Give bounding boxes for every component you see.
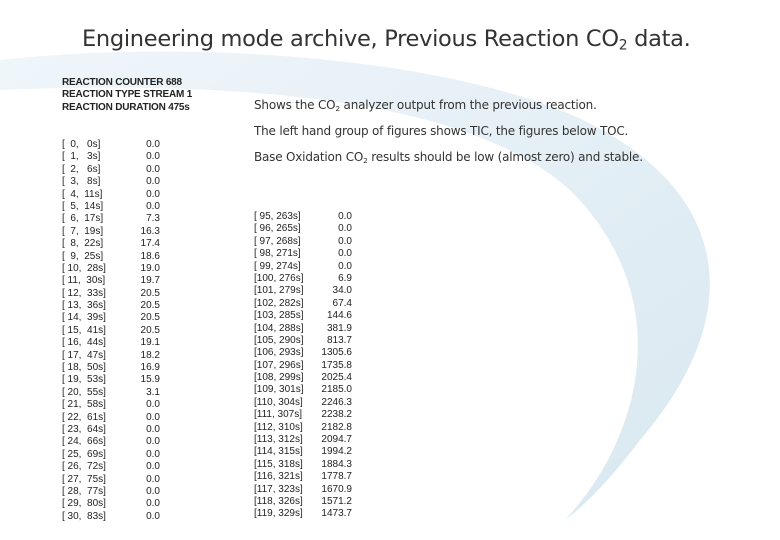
tic-time-label: [ 12, 33s] [62,287,106,299]
tic-row [62,424,160,436]
toc-time-label: [102, 282s] [254,297,304,309]
tic-time-label: [ 1, 3s] [62,151,101,163]
toc-time-label: [ 96, 265s] [254,223,301,235]
tic-row [62,164,160,176]
tic-time-label: [ 26, 72s] [62,461,106,473]
tic-row [62,300,160,312]
toc-value: 0.0 [338,248,352,260]
toc-row [254,508,352,520]
tic-row [62,461,160,473]
toc-row [254,459,352,471]
toc-value: 2246.3 [321,396,352,408]
toc-value: 2185.0 [321,384,352,396]
tic-value: 0.0 [146,200,160,212]
tic-value: 0.0 [146,473,160,485]
toc-row [254,273,352,285]
tic-time-label: [ 11, 30s] [62,275,106,287]
tic-value: 20.5 [140,287,160,299]
tic-value: 0.0 [146,436,160,448]
toc-data-table [254,211,352,521]
tic-value: 7.3 [146,213,160,225]
reaction-header [62,77,192,114]
tic-value: 0.0 [146,163,160,175]
toc-time-label: [100, 276s] [254,272,304,284]
tic-time-label: [ 21, 58s] [62,399,106,411]
toc-time-label: [115, 318s] [254,458,303,470]
tic-value: 0.0 [146,461,160,473]
tic-value: 16.9 [140,362,160,374]
toc-time-label: [111, 307s] [254,409,302,421]
tic-value: 19.0 [140,262,160,274]
tic-row [62,226,160,238]
toc-row [254,248,352,260]
tic-row [62,312,160,324]
tic-time-label: [ 27, 75s] [62,473,106,485]
tic-time-label: [ 10, 28s] [62,262,106,274]
toc-row [254,360,352,372]
tic-row [62,337,160,349]
toc-row [254,335,352,347]
tic-row [62,275,160,287]
tic-row [62,201,160,213]
tic-row [62,436,160,448]
toc-value: 1473.7 [321,508,352,520]
tic-row [62,213,160,225]
toc-row [254,223,352,235]
toc-value: 34.0 [332,285,352,297]
tic-value: 0.0 [146,448,160,460]
tic-row [62,189,160,201]
page-title: Engineering mode archive, Previous Reaction $CO_2$ data. [82,26,691,54]
toc-row [254,446,352,458]
tic-row [62,362,160,374]
tic-value: 18.2 [140,349,160,361]
tic-value: 0.0 [146,151,160,163]
tic-value: 0.0 [146,485,160,497]
tic-time-label: [ 5, 14s] [62,200,104,212]
toc-time-label: [103, 285s] [254,310,304,322]
tic-value: 19.1 [140,337,160,349]
tic-row [62,325,160,337]
tic-value: 0.0 [146,176,160,188]
tic-time-label: [ 29, 80s] [62,498,106,510]
tic-time-label: [ 22, 61s] [62,411,106,423]
toc-time-label: [117, 323s] [254,483,303,495]
description-line-3: Base Oxidation $CO_2$ results should be low (almost zero) and stable. [254,150,643,165]
toc-time-label: [112, 310s] [254,421,303,433]
toc-value: 6.9 [338,272,352,284]
tic-row [62,151,160,163]
toc-time-label: [106, 293s] [254,347,304,359]
toc-time-label: [101, 279s] [254,285,304,297]
tic-value: 16.3 [140,225,160,237]
toc-value: 1994.2 [321,446,352,458]
tic-time-label: [ 23, 64s] [62,423,106,435]
tic-row [62,511,160,523]
toc-row [254,347,352,359]
tic-time-label: [ 16, 44s] [62,337,106,349]
tic-value: 15.9 [140,374,160,386]
toc-time-label: [ 98, 271s] [254,248,301,260]
tic-value: 0.0 [146,399,160,411]
toc-value: 2025.4 [321,372,352,384]
tic-value: 20.5 [140,300,160,312]
tic-data-table [62,139,160,523]
tic-value: 0.0 [146,498,160,510]
toc-row [254,434,352,446]
toc-time-label: [ 99, 274s] [254,260,301,272]
toc-time-label: [118, 326s] [254,495,303,507]
tic-time-label: [ 7, 19s] [62,225,104,237]
toc-time-label: [104, 288s] [254,322,304,334]
toc-row [254,471,352,483]
tic-time-label: [ 24, 66s] [62,436,106,448]
tic-time-label: [ 25, 69s] [62,448,106,460]
description-line-1: Shows the $CO_2$ analyzer output from the previous reaction. [254,98,597,113]
tic-value: 20.5 [140,324,160,336]
tic-time-label: [ 15, 41s] [62,324,106,336]
tic-value: 19.7 [140,275,160,287]
toc-time-label: [105, 290s] [254,334,304,346]
description [254,98,643,176]
toc-time-label: [109, 301s] [254,384,304,396]
toc-time-label: [ 95, 263s] [254,211,301,222]
toc-row [254,323,352,335]
toc-value: 2182.8 [321,421,352,433]
toc-row [254,285,352,297]
toc-row [254,298,352,310]
tic-value: 0.0 [146,411,160,423]
toc-value: 813.7 [326,334,352,346]
tic-row [62,387,160,399]
toc-row [254,484,352,496]
toc-row [254,310,352,322]
toc-value: 1778.7 [321,471,352,483]
tic-value: 0.0 [146,423,160,435]
tic-row [62,176,160,188]
tic-time-label: [ 2, 6s] [62,163,101,175]
toc-value: 0.0 [338,223,352,235]
toc-time-label: [113, 312s] [254,434,303,446]
toc-value: 1735.8 [321,359,352,371]
tic-time-label: [ 8, 22s] [62,238,104,250]
tic-row [62,350,160,362]
tic-value: 0.0 [146,188,160,200]
tic-value: 0.0 [146,510,160,522]
toc-value: 67.4 [332,297,352,309]
tic-time-label: [ 3, 8s] [62,176,101,188]
reaction-duration: REACTION DURATION 475s [62,101,190,113]
toc-value: 381.9 [326,322,352,334]
toc-row [254,397,352,409]
tic-row [62,474,160,486]
tic-row [62,399,160,411]
tic-time-label: [ 0, 0s] [62,139,101,150]
tic-time-label: [ 18, 50s] [62,362,106,374]
toc-value: 2094.7 [321,434,352,446]
tic-time-label: [ 30, 83s] [62,510,106,522]
tic-value: 17.4 [140,238,160,250]
reaction-counter: REACTION COUNTER 688 [62,77,182,88]
toc-time-label: [110, 304s] [254,396,303,408]
toc-row [254,236,352,248]
tic-row [62,288,160,300]
tic-time-label: [ 14, 39s] [62,312,106,324]
toc-value: 1571.2 [321,495,352,507]
toc-time-label: [ 97, 268s] [254,235,301,247]
toc-time-label: [108, 299s] [254,372,304,384]
toc-row [254,496,352,508]
toc-value: 0.0 [338,211,352,222]
toc-value: 1305.6 [321,347,352,359]
toc-value: 144.6 [326,310,352,322]
tic-row [62,251,160,263]
toc-time-label: [119, 329s] [254,508,303,520]
toc-value: 2238.2 [321,409,352,421]
toc-value: 1670.9 [321,483,352,495]
tic-row [62,238,160,250]
toc-row [254,372,352,384]
toc-time-label: [114, 315s] [254,446,303,458]
tic-row [62,412,160,424]
reaction-type: REACTION TYPE STREAM 1 [62,89,193,101]
tic-row [62,449,160,461]
tic-value: 0.0 [146,139,160,150]
toc-value: 0.0 [338,260,352,272]
tic-time-label: [ 28, 77s] [62,485,106,497]
toc-value: 0.0 [338,235,352,247]
tic-time-label: [ 19, 53s] [62,374,106,386]
tic-value: 18.6 [140,250,160,262]
toc-time-label: [116, 321s] [254,471,303,483]
toc-row [254,384,352,396]
toc-row [254,261,352,273]
toc-row [254,409,352,421]
tic-value: 20.5 [140,312,160,324]
description-line-2: The left hand group of figures shows TIC, the figures below TOC. [254,124,629,138]
tic-row [62,263,160,275]
toc-time-label: [107, 296s] [254,359,304,371]
tic-time-label: [ 17, 47s] [62,349,106,361]
tic-time-label: [ 4, 11s] [62,188,103,200]
tic-value: 3.1 [146,386,160,398]
toc-value: 1884.3 [321,458,352,470]
tic-time-label: [ 9, 25s] [62,250,104,262]
tic-row [62,486,160,498]
tic-row [62,498,160,510]
tic-time-label: [ 20, 55s] [62,386,106,398]
tic-row [62,139,160,151]
tic-time-label: [ 6, 17s] [62,213,104,225]
toc-row [254,422,352,434]
tic-time-label: [ 13, 36s] [62,300,106,312]
tic-row [62,374,160,386]
toc-row [254,211,352,223]
